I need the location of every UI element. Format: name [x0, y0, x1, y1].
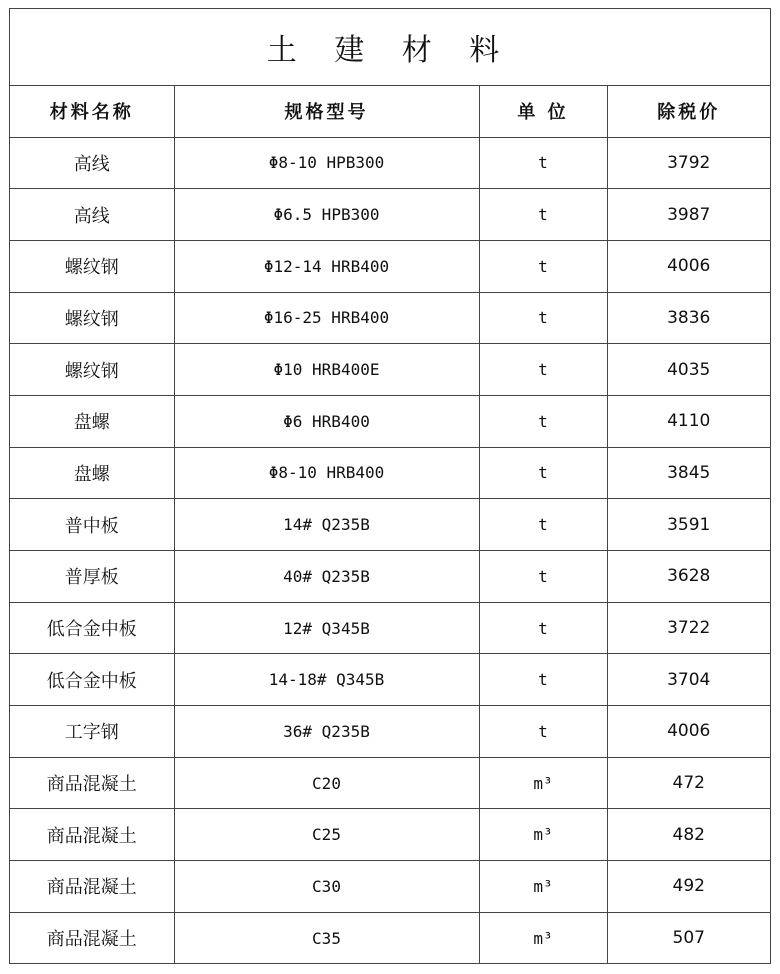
unit-cell: t — [479, 551, 607, 603]
spec-cell: C20 — [174, 757, 479, 809]
unit-cell: t — [479, 344, 607, 396]
header-price-excl-tax: 除税价 — [607, 86, 770, 137]
table-row — [10, 344, 770, 396]
table-title: 土 建 材 料 — [10, 9, 770, 86]
spec-cell: C30 — [174, 861, 479, 913]
price-cell: 492 — [607, 861, 770, 913]
table-row — [10, 499, 770, 551]
table-row — [10, 757, 770, 809]
table-row — [10, 912, 770, 964]
header-specification: 规格型号 — [174, 86, 479, 137]
material-name-cell: 商品混凝土 — [10, 912, 174, 964]
material-name-cell: 商品混凝土 — [10, 809, 174, 861]
price-cell: 3836 — [607, 292, 770, 344]
table-row — [10, 706, 770, 758]
price-cell: 4110 — [607, 395, 770, 447]
table-row — [10, 137, 770, 189]
price-table-sheet — [9, 8, 771, 964]
price-cell: 3845 — [607, 447, 770, 499]
unit-cell: m³ — [479, 912, 607, 964]
spec-cell: Φ8-10 HRB400 — [174, 447, 479, 499]
unit-cell: t — [479, 654, 607, 706]
table-row — [10, 240, 770, 292]
material-name-cell: 商品混凝土 — [10, 861, 174, 913]
unit-cell: m³ — [479, 757, 607, 809]
unit-cell: t — [479, 447, 607, 499]
material-name-cell: 盘螺 — [10, 395, 174, 447]
materials-table — [10, 86, 770, 964]
price-cell: 482 — [607, 809, 770, 861]
unit-cell: t — [479, 499, 607, 551]
table-row — [10, 292, 770, 344]
unit-cell: m³ — [479, 809, 607, 861]
spec-cell: Φ6.5 HPB300 — [174, 189, 479, 241]
spec-cell: 12# Q345B — [174, 602, 479, 654]
price-cell: 507 — [672, 928, 705, 949]
material-name-cell: 高线 — [10, 137, 174, 189]
price-cell: 3704 — [607, 654, 770, 706]
material-name-cell: 高线 — [10, 189, 174, 241]
spec-cell: Φ6 HRB400 — [174, 395, 479, 447]
header-material-name: 材料名称 — [10, 86, 174, 137]
spec-cell: C25 — [174, 809, 479, 861]
price-cell: 472 — [607, 757, 770, 809]
unit-cell: t — [479, 292, 607, 344]
unit-cell: t — [479, 137, 607, 189]
unit-cell: t — [479, 189, 607, 241]
unit-cell: t — [479, 602, 607, 654]
table-row — [10, 395, 770, 447]
header-row — [10, 86, 770, 137]
price-cell: 3628 — [607, 551, 770, 603]
material-name-cell: 螺纹钢 — [10, 292, 174, 344]
spec-cell: Φ12-14 HRB400 — [174, 240, 479, 292]
price-cell: 4035 — [607, 344, 770, 396]
spec-cell: 36# Q235B — [174, 706, 479, 758]
table-row — [10, 447, 770, 499]
unit-cell: m³ — [479, 861, 607, 913]
price-cell: 4006 — [607, 240, 770, 292]
material-name-cell: 普厚板 — [10, 551, 174, 603]
material-name-cell: 低合金中板 — [10, 654, 174, 706]
price-cell: 3987 — [607, 189, 770, 241]
material-name-cell: 工字钢 — [10, 706, 174, 758]
table-row — [10, 809, 770, 861]
material-name-cell: 普中板 — [10, 499, 174, 551]
spec-cell: Φ16-25 HRB400 — [174, 292, 479, 344]
price-cell: 3591 — [607, 499, 770, 551]
spec-cell: Φ10 HRB400E — [174, 344, 479, 396]
material-name-cell: 螺纹钢 — [10, 240, 174, 292]
price-cell: 3722 — [607, 602, 770, 654]
spec-cell: 14-18# Q345B — [174, 654, 479, 706]
table-row — [10, 654, 770, 706]
unit-cell: t — [479, 706, 607, 758]
material-name-cell: 低合金中板 — [10, 602, 174, 654]
spec-cell: 14# Q235B — [174, 499, 479, 551]
spec-cell: C35 — [174, 912, 479, 964]
material-name-cell: 商品混凝土 — [10, 757, 174, 809]
unit-cell: t — [479, 395, 607, 447]
spec-cell: 40# Q235B — [174, 551, 479, 603]
table-row — [10, 602, 770, 654]
table-row — [10, 189, 770, 241]
unit-cell: t — [479, 240, 607, 292]
price-cell: 3792 — [607, 137, 770, 189]
material-name-cell: 螺纹钢 — [10, 344, 174, 396]
material-name-cell: 盘螺 — [10, 447, 174, 499]
price-cell: 4006 — [607, 706, 770, 758]
table-row — [10, 861, 770, 913]
table-row — [10, 551, 770, 603]
spec-cell: Φ8-10 HPB300 — [174, 137, 479, 189]
header-unit: 单 位 — [479, 86, 607, 137]
